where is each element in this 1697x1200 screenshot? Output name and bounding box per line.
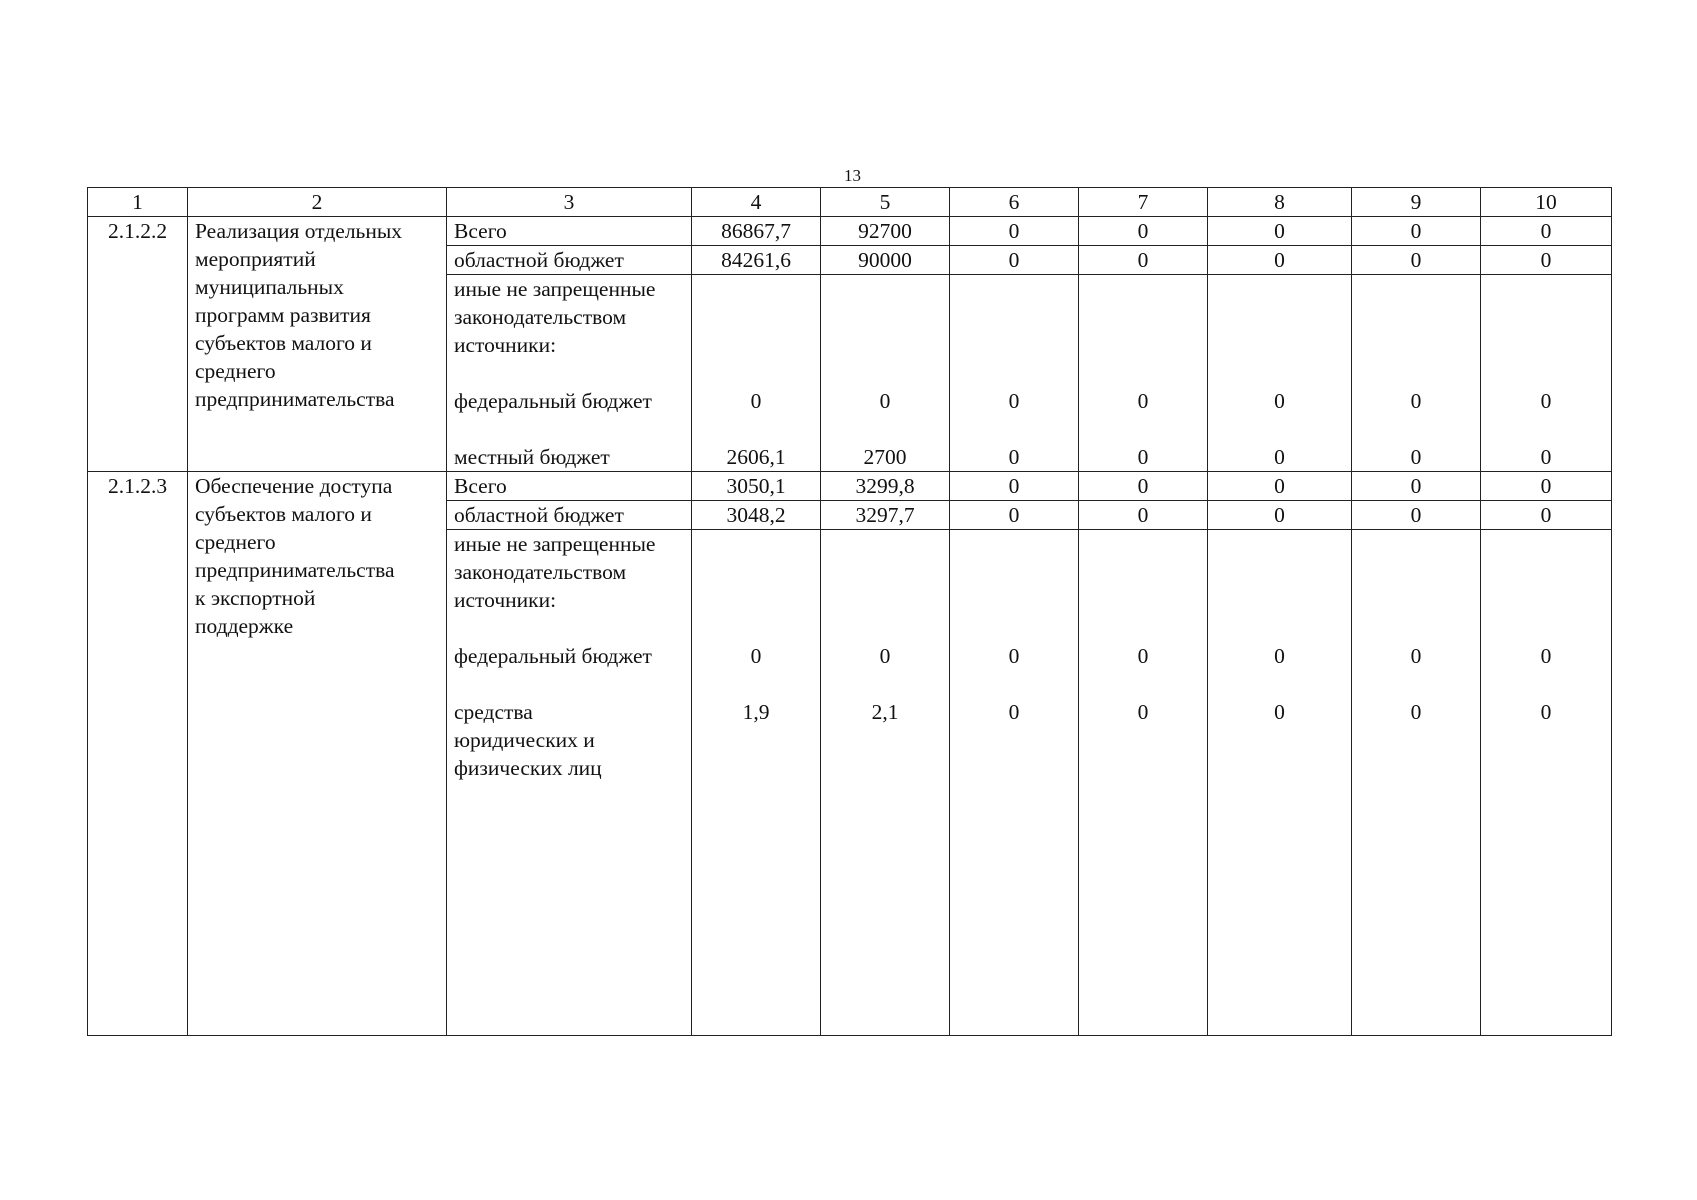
- value-cell: 3048,2: [692, 501, 821, 530]
- value-cell: 0: [1352, 217, 1481, 246]
- value-cell: 0: [879, 389, 891, 413]
- source-label-line: местный бюджет: [454, 445, 610, 469]
- item-name-line: мероприятий: [195, 247, 316, 271]
- source-label: Всего: [447, 472, 692, 501]
- source-label-line: юридических и: [454, 728, 595, 752]
- value-cell: 0: [1481, 217, 1612, 246]
- value-cell: 0: [1008, 445, 1020, 469]
- item-name-line: предпринимательства: [195, 387, 395, 411]
- value-cell: 3050,1: [692, 472, 821, 501]
- item-name-line: поддержке: [195, 614, 294, 638]
- value-stack: [1079, 275, 1208, 472]
- value-cell: 92700: [821, 217, 950, 246]
- source-label-line: источники:: [454, 333, 557, 357]
- source-label-line: средства: [454, 700, 533, 724]
- header-cell: 9: [1352, 188, 1481, 217]
- value-stack: [692, 530, 821, 1036]
- source-breakdown: [447, 275, 692, 472]
- value-cell: 0: [1540, 700, 1552, 724]
- value-cell: 0: [1540, 445, 1552, 469]
- value-cell: 0: [1352, 472, 1481, 501]
- value-cell: 0: [1137, 445, 1149, 469]
- value-cell: 0: [1352, 501, 1481, 530]
- value-cell: 0: [1540, 389, 1552, 413]
- item-name-line: к экспортной: [195, 586, 316, 610]
- source-label-line: иные не запрещенные: [454, 532, 656, 556]
- header-cell: 10: [1481, 188, 1612, 217]
- value-cell: 0: [1274, 644, 1285, 668]
- value-cell: 0: [950, 472, 1079, 501]
- value-cell: 0: [1274, 445, 1285, 469]
- value-cell: 0: [950, 501, 1079, 530]
- value-cell: 0: [1137, 700, 1149, 724]
- item-name-line: среднего: [195, 359, 276, 383]
- value-cell: 0: [1137, 389, 1149, 413]
- item-name-line: предпринимательства: [195, 558, 395, 582]
- item-name-line: среднего: [195, 530, 276, 554]
- item-name: [188, 472, 447, 1036]
- value-cell: 0: [1540, 644, 1552, 668]
- item-name-line: субъектов малого и: [195, 502, 372, 526]
- value-stack: [1352, 530, 1481, 1036]
- value-stack: [692, 275, 821, 472]
- value-stack: [950, 530, 1079, 1036]
- item-name: [188, 217, 447, 472]
- item-name-line: программ развития: [195, 303, 371, 327]
- item-name-line: субъектов малого и: [195, 331, 372, 355]
- value-cell: 2606,1: [726, 445, 786, 469]
- item-code: 2.1.2.2: [88, 217, 188, 472]
- value-cell: 0: [1008, 389, 1020, 413]
- value-cell: 0: [1410, 445, 1422, 469]
- source-label-line: источники:: [454, 588, 557, 612]
- header-cell: 3: [447, 188, 692, 217]
- value-cell: 0: [1410, 389, 1422, 413]
- value-cell: 0: [1137, 644, 1149, 668]
- program-table: [87, 187, 1612, 1036]
- value-cell: 0: [950, 217, 1079, 246]
- header-row: [88, 188, 1612, 217]
- item-code: 2.1.2.3: [88, 472, 188, 1036]
- value-cell: 0: [1410, 644, 1422, 668]
- value-cell: 0: [1208, 501, 1352, 530]
- source-label-line: физических лиц: [454, 756, 602, 780]
- item-name-line: Обеспечение доступа: [195, 474, 393, 498]
- value-cell: 90000: [821, 246, 950, 275]
- value-cell: 0: [1481, 472, 1612, 501]
- source-label: областной бюджет: [447, 246, 692, 275]
- value-cell: 0: [1481, 246, 1612, 275]
- value-cell: 3299,8: [821, 472, 950, 501]
- value-stack: [1481, 275, 1612, 472]
- value-cell: 2,1: [871, 700, 899, 724]
- value-cell: 0: [1208, 246, 1352, 275]
- source-label-line: федеральный бюджет: [454, 644, 652, 668]
- value-cell: 86867,7: [692, 217, 821, 246]
- value-cell: 3297,7: [821, 501, 950, 530]
- value-cell: 0: [1274, 700, 1285, 724]
- value-cell: 0: [950, 246, 1079, 275]
- value-cell: 0: [1410, 700, 1422, 724]
- header-cell: 6: [950, 188, 1079, 217]
- value-cell: 1,9: [742, 700, 770, 724]
- value-stack: [1079, 530, 1208, 1036]
- value-cell: 0: [1079, 217, 1208, 246]
- header-cell: 8: [1208, 188, 1352, 217]
- source-label-line: иные не запрещенные: [454, 277, 656, 301]
- value-cell: 0: [1274, 389, 1285, 413]
- value-cell: 0: [1481, 501, 1612, 530]
- value-cell: 84261,6: [692, 246, 821, 275]
- header-cell: 2: [188, 188, 447, 217]
- value-cell: 0: [1008, 700, 1020, 724]
- value-stack: [950, 275, 1079, 472]
- item-name-line: Реализация отдельных: [195, 219, 403, 243]
- header-cell: 1: [88, 188, 188, 217]
- header-cell: 4: [692, 188, 821, 217]
- source-label: областной бюджет: [447, 501, 692, 530]
- value-stack: [1208, 275, 1352, 472]
- header-cell: 5: [821, 188, 950, 217]
- value-stack: [1352, 275, 1481, 472]
- page-number: 13: [844, 166, 861, 185]
- value-cell: 0: [879, 644, 891, 668]
- value-cell: 0: [1208, 472, 1352, 501]
- value-stack: [1481, 530, 1612, 1036]
- value-cell: 2700: [863, 445, 907, 469]
- value-cell: 0: [750, 389, 762, 413]
- value-cell: 0: [1079, 246, 1208, 275]
- item-name-line: муниципальных: [195, 275, 344, 299]
- value-cell: 0: [1008, 644, 1020, 668]
- header-cell: 7: [1079, 188, 1208, 217]
- source-label: Всего: [447, 217, 692, 246]
- source-label-line: законодательством: [454, 305, 627, 329]
- source-label-line: федеральный бюджет: [454, 389, 652, 413]
- value-stack: [821, 275, 950, 472]
- source-label-line: законодательством: [454, 560, 627, 584]
- value-cell: 0: [1352, 246, 1481, 275]
- value-stack: [1208, 530, 1352, 1036]
- value-cell: 0: [1079, 472, 1208, 501]
- source-breakdown: [447, 530, 692, 1036]
- value-cell: 0: [1079, 501, 1208, 530]
- value-cell: 0: [1208, 217, 1352, 246]
- table-row: [88, 472, 1612, 501]
- value-cell: 0: [750, 644, 762, 668]
- value-stack: [821, 530, 950, 1036]
- table-row: [88, 217, 1612, 246]
